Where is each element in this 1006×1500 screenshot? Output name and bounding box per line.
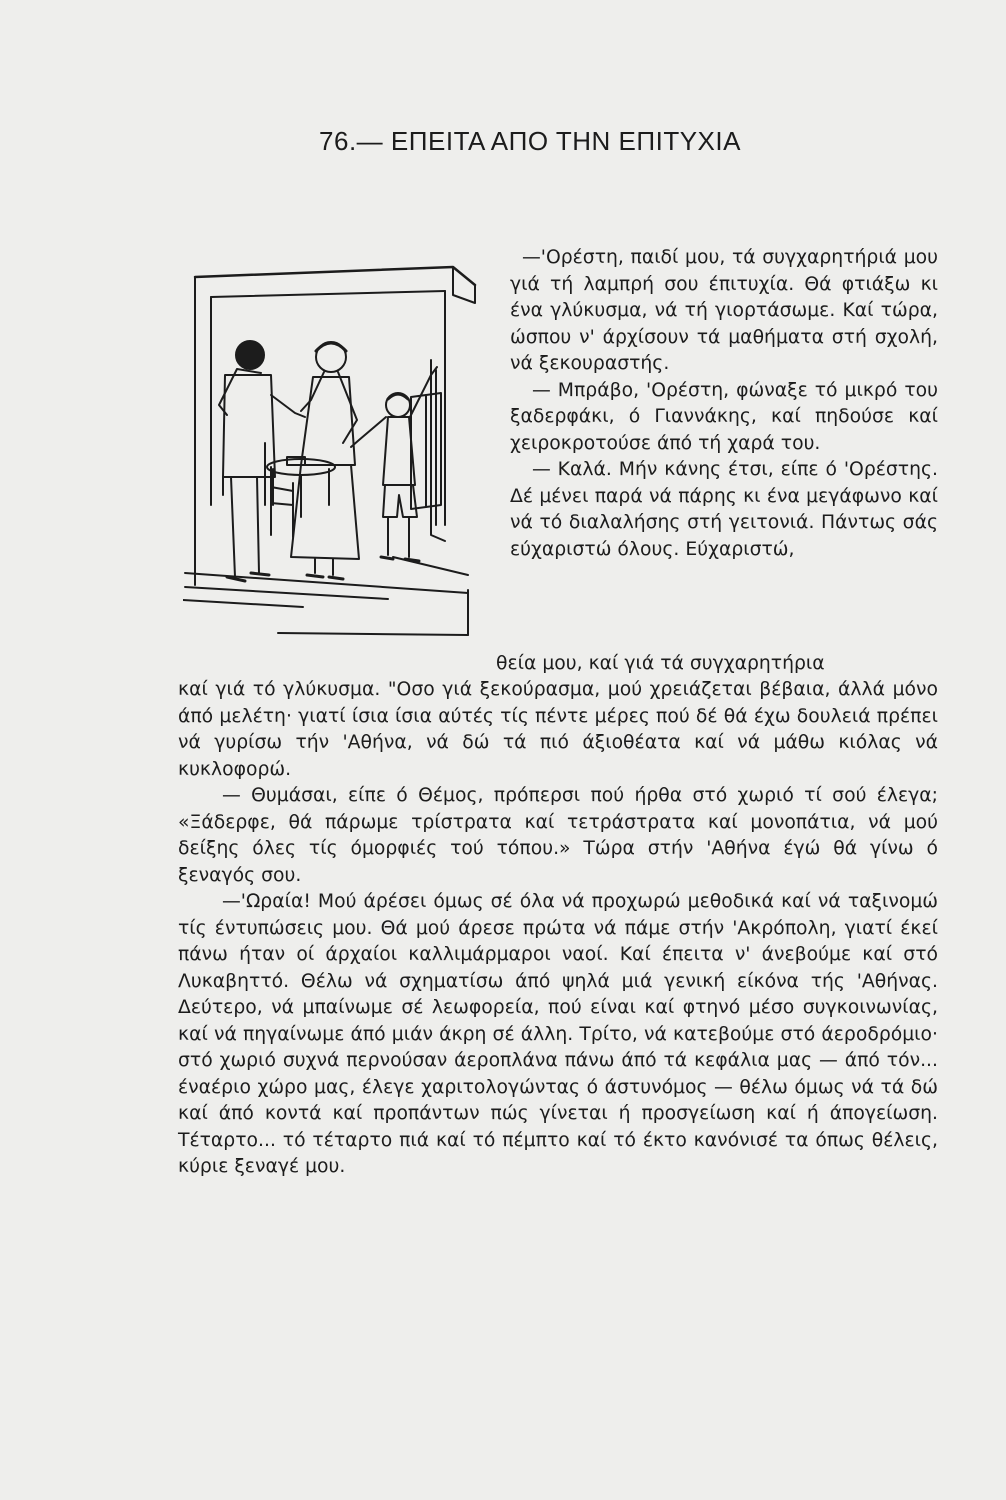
paragraph: — Καλά. Μήν κάνης έτσι, είπε ό 'Ορέστης. Δέ μένει παρά νά πάρης κι ένα μεγάφωνο καί νά τό διαλαλήσης στή γειτονιά. Πάντως σάς εύχαριστώ όλους. Εύχαριστώ, <box>510 459 938 560</box>
paragraph: —'Ορέστη, παιδί μου, τά συγχαρητήριά μου γιά τή λαμπρή σου έπιτυχία. Θά φτιάξω κι ένα γλύκυσμα, νά τή γιορτάσωμε. Καί τώρα, ώσπου ν' άρχίσουν τά μαθήματα στή σχολή, νά ξεκουραστής. <box>510 247 938 374</box>
chapter-heading: 76.— ΕΠΕΙΤΑ ΑΠΟ ΤΗΝ ΕΠΙΤΥΧΙΑ <box>319 126 741 156</box>
paragraph: — Θυμάσαι, είπε ό Θέμος, πρόπερσι πού ήρθα στό χωριό τί σού έλεγα; «Ξάδερφε, θά πάρωμε τρίστρατα καί τετράστρατα καί μονοπάτια, νά μού δείξης όλες τίς όμορφιές τού τόπου.» Τώρα στήν 'Αθήνα έγώ θά γίνω ό ξεναγός σου. <box>178 785 938 886</box>
wrap-line: θεία μου, καί γιά τά συγχαρητήρια <box>496 653 825 674</box>
family-scene-drawing <box>183 255 483 660</box>
main-text <box>178 677 938 1181</box>
paragraph: καί γιά τό γλύκυσμα. "Οσο γιά ξεκούρασμα, μού χρειάζεται βέβαια, άλλά μόνο άπό μελέτη· γιατί ίσια ίσια αύτές τίς πέντε μέρες πού δέ θά έχω δουλειά πρέπει νά γυρίσω τήν 'Αθήνα, νά δώ τά πιό άξιοθέατα καί νά μάθω κιόλας νά κυκλοφορώ. <box>178 679 938 780</box>
paragraph: — Μπράβο, 'Ορέστη, φώναξε τό μικρό του ξαδερφάκι, ό Γιαννάκης, καί πηδούσε καί χειροκροτούσε άπό τή χαρά του. <box>510 379 938 454</box>
illustration <box>183 255 483 660</box>
paragraph: —'Ωραία! Μού άρέσει όμως σέ όλα νά προχωρώ μεθοδικά καί νά ταξινομώ τίς έντυπώσεις μου. Θά μού άρεσε πρώτα νά πάμε στήν 'Ακρόπολη, γιατί έκεί πάνω ήταν οί άρχαίοι καλλιμάρμαροι ναοί. Καί έπειτα ν' άνεβούμε καί στό Λυκαβηττό. Θέλω νά σχηματίσω άπό ψηλά μιά γενική είκόνα τής 'Αθήνας. Δεύτερο, νά μπαίνωμε σέ λεωφορεία, πού είναι καί φτηνό μέσο συγκοινωνίας, καί νά πηγαίνωμε άπό μιάν άκρη σέ άλλη. Τρίτο, νά κατεβούμε στό άεροδρόμιο· στό χωριό συχνά περνούσαν άεροπλάνα πάνω άπό τά κεφάλια μας — άπό τόν... έναέριο χώρο μας, έλεγε χαριτολογώντας ό άστυνόμος — θέλω όμως νά τά δώ καί άπό κοντά καί προπάντων πώς γίνεται ή προσγείωση καί ή άπογείωση. Τέταρτο... τό τέταρτο πιά καί τό πέμπτο καί τό έκτο κανόνισέ τα όπως θέλεις, κύριε ξεναγέ μου. <box>178 891 938 1177</box>
intro-dialogue <box>510 245 938 563</box>
